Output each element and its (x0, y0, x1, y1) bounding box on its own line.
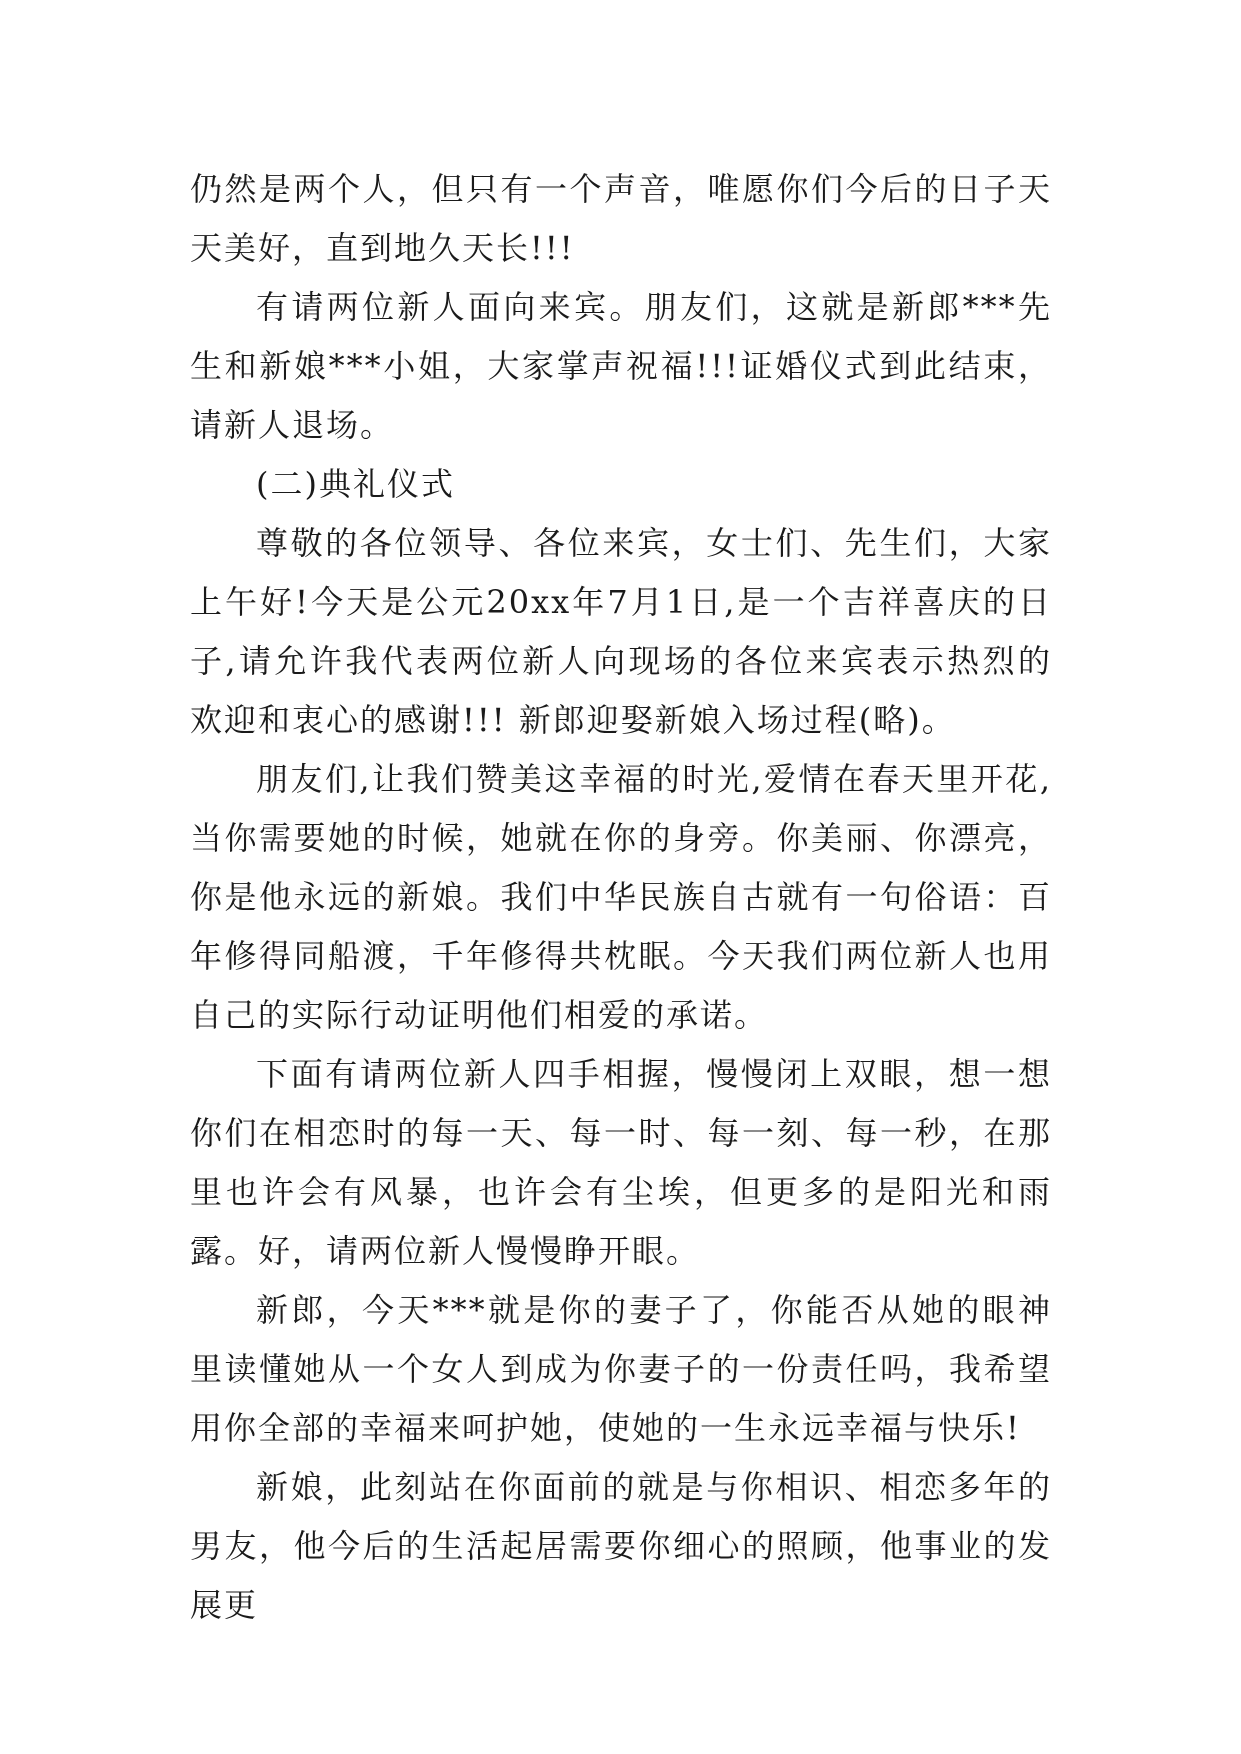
paragraph-bride-vow: 新娘，此刻站在你面前的就是与你相识、相恋多年的男友，他今后的生活起居需要你细心的照顾，他事业的发展更 (190, 1468, 1052, 1624)
paragraph-hold-hands: 下面有请两位新人四手相握，慢慢闭上双眼，想一想你们在相恋时的每一天、每一时、每一刻、每一秒，在那里也许会有风暴，也许会有尘埃，但更多的是阳光和雨露。好，请两位新人慢慢睁开眼。 (190, 1055, 1052, 1270)
section-heading-ceremony: (二)典礼仪式 (256, 465, 455, 503)
paragraph-closing-blessing: 仍然是两个人，但只有一个声音，唯愿你们今后的日子天天美好，直到地久天长!!! (190, 170, 1052, 267)
paragraph-introduce-couple: 有请两位新人面向来宾。朋友们，这就是新郎***先生和新娘***小姐，大家掌声祝福!!!证婚仪式到此结束，请新人退场。 (190, 288, 1052, 444)
paragraph-groom-vow: 新郎，今天***就是你的妻子了，你能否从她的眼神里读懂她从一个女人到成为你妻子的一份责任吗，我希望用你全部的幸福来呵护她，使她的一生永远幸福与快乐! (190, 1291, 1052, 1447)
paragraph-praise-love: 朋友们,让我们赞美这幸福的时光,爱情在春天里开花,当你需要她的时候，她就在你的身旁。你美丽、你漂亮，你是他永远的新娘。我们中华民族自古就有一句俗语：百年修得同船渡，千年修得共枕眠。今天我们两位新人也用自己的实际行动证明他们相爱的承诺。 (190, 760, 1052, 1034)
document-body (190, 160, 1052, 1635)
paragraph-opening-greeting: 尊敬的各位领导、各位来宾，女士们、先生们，大家上午好!今天是公元20xx年7月1日,是一个吉祥喜庆的日子,请允许我代表两位新人向现场的各位来宾表示热烈的欢迎和衷心的感谢!!! 新郎迎娶新娘入场过程(略)。 (190, 524, 1052, 739)
